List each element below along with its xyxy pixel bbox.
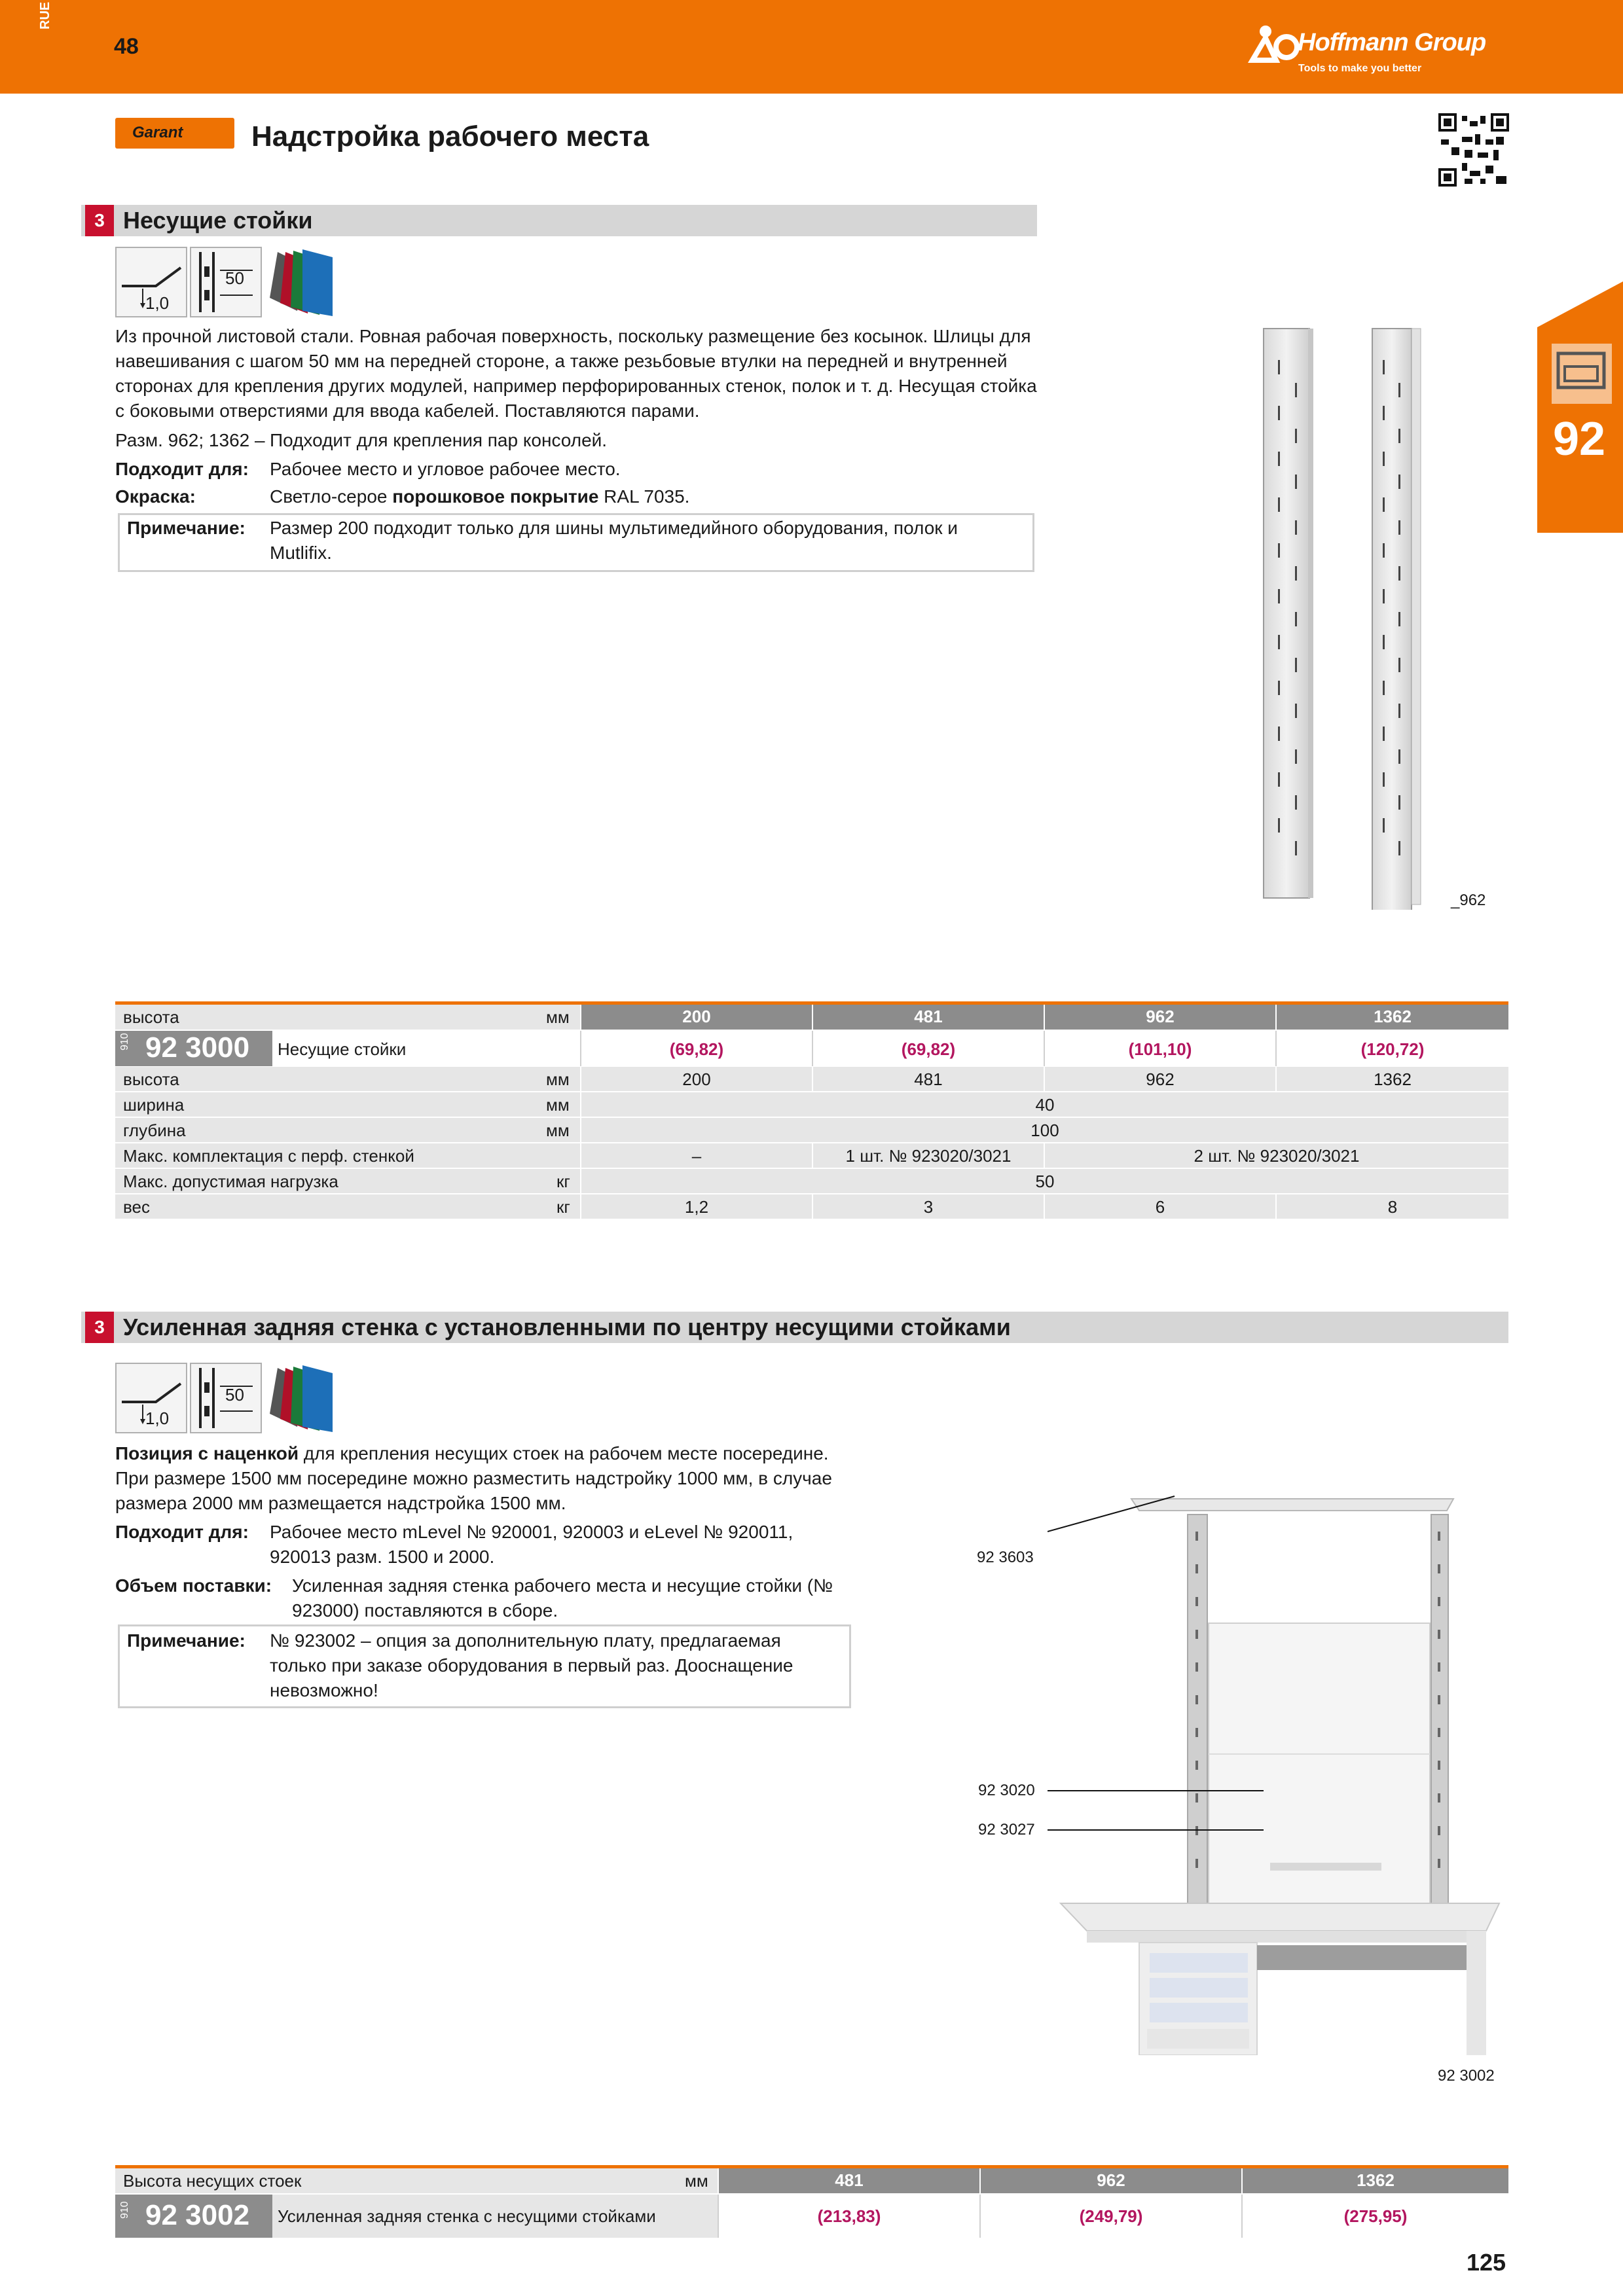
price-481: (213,83) (817, 2206, 881, 2226)
chapter-number: 92 (1553, 413, 1606, 465)
row-unit: кг (556, 1172, 570, 1191)
garant-logo-text: Garant (132, 124, 183, 141)
divider (580, 1067, 581, 1219)
fits-value: Рабочее место и угловое рабочее место. (270, 459, 621, 479)
size-label: Разм. 962; 1362 – (115, 430, 265, 450)
note-label-2: Примечание: (127, 1630, 246, 1651)
article-number-1: 92 3000 (145, 1031, 250, 1064)
divider (1275, 1067, 1277, 1092)
section-1-title: Несущие стойки (123, 207, 313, 234)
table-1-head-label: высота (123, 1007, 179, 1027)
row-cell: 962 (1146, 1069, 1175, 1089)
section-1-badge: 3 (85, 205, 114, 236)
divider (812, 1143, 813, 1168)
price-1362: (120,72) (1360, 1039, 1425, 1059)
divider (1044, 1067, 1045, 1092)
callout-92-3603: 92 3603 (977, 1549, 1034, 1566)
row-cell: 200 (682, 1069, 711, 1089)
qr-code-icon (1438, 113, 1509, 187)
section-1-description: Из прочной листовой стали. Ровная рабочая поверхность, поскольку размещение без косынок. Шлицы для навешивания с шагом 50 мм на передней стороне, а также резьбовые втулки на передней и внутренней сторонах для крепления других модулей, например перфорированных стенок, полок и т. д. Несущая стойка с боковыми отверстиями для ввода кабелей. Поставляются парами. (115, 326, 1037, 421)
sheet-thickness-value: 1,0 (145, 1408, 170, 1428)
table-2-col-1: 481 (719, 2168, 979, 2193)
slot-pitch-value: 50 (225, 1385, 244, 1405)
price-962: (249,79) (1079, 2206, 1143, 2226)
sheet-thickness-value: 1,0 (145, 293, 170, 313)
table-2-col-2: 962 (981, 2168, 1241, 2193)
size-value: Подходит для крепления пар консолей. (270, 430, 608, 450)
divider (1275, 1194, 1277, 1219)
row-cell: 8 (1387, 1197, 1398, 1217)
callout-92-3020: 92 3020 (978, 1782, 1035, 1799)
brand-tagline: Tools to make you better (1298, 63, 1422, 74)
divider (718, 2195, 719, 2238)
row-label: высота (123, 1069, 179, 1089)
fits-value-2: Рабочее место mLevel № 920001, 920003 и eLevel № 920011, 920013 разм. 1500 и 2000. (270, 1522, 793, 1567)
fits-label-2: Подходит для: (115, 1522, 249, 1542)
callout-92-3002: 92 3002 (1438, 2067, 1495, 2085)
note-label-1: Примечание: (127, 518, 246, 538)
image-label-962: _962 (1451, 891, 1486, 909)
divider (812, 1194, 813, 1219)
row-cell-span: 50 (1035, 1172, 1055, 1191)
article-number-2: 92 3002 (145, 2199, 250, 2231)
table-1-head-bg (115, 1005, 580, 1030)
table-2-col-3: 1362 (1243, 2168, 1508, 2193)
row-label: глубина (123, 1121, 186, 1140)
row-cell-span: 40 (1035, 1095, 1055, 1115)
page-number-bottom: 125 (1467, 2249, 1506, 2276)
fits-label: Подходит для: (115, 459, 249, 479)
uprights-image (1244, 321, 1440, 910)
row-cell: 1 шт. № 923020/3021 (845, 1146, 1012, 1166)
color-swatches-icon (264, 1361, 338, 1435)
price-481: (69,82) (901, 1039, 956, 1059)
divider (1241, 2195, 1243, 2238)
divider (812, 1031, 813, 1066)
row-label: ширина (123, 1095, 185, 1115)
table-2-head-label: Высота несущих стоек (123, 2171, 302, 2191)
row-cell: 6 (1155, 1197, 1165, 1217)
divider (1044, 1031, 1045, 1066)
row-cell: 481 (914, 1069, 943, 1089)
row-unit: мм (546, 1095, 570, 1115)
brand-name: Hoffmann Group (1298, 29, 1486, 56)
divider (812, 1067, 813, 1092)
divider (1275, 1031, 1277, 1066)
table-2-head-unit: мм (685, 2171, 708, 2191)
language-code: RUE (38, 1, 52, 29)
table-1-head-unit: мм (546, 1007, 570, 1027)
row-label: Макс. комплектация с перф. стенкой (123, 1146, 414, 1166)
table-1-col-2: 481 (813, 1005, 1044, 1030)
divider (1044, 1143, 1045, 1168)
row-cell-span: 100 (1030, 1121, 1059, 1140)
page-number-top: 48 (114, 34, 139, 59)
slot-pitch-value: 50 (225, 268, 244, 288)
table-1-col-1: 200 (581, 1005, 812, 1030)
article-name-1: Несущие стойки (278, 1039, 407, 1059)
paint-value: Светло-серое порошковое покрытие RAL 7035. (270, 486, 690, 507)
row-unit: мм (546, 1121, 570, 1140)
row-unit: мм (546, 1069, 570, 1089)
scope-label: Объем поставки: (115, 1575, 272, 1596)
workbench-image (1048, 1479, 1519, 2055)
row-label: вес (123, 1197, 150, 1217)
divider (580, 1031, 581, 1066)
page-title: Надстройка рабочего места (251, 120, 649, 152)
article-name-2: Усиленная задняя стенка с несущими стойками (278, 2206, 656, 2226)
note-value-2: № 923002 – опция за дополнительную плату, предлагаемая только при заказе оборудования в первый раз. Дооснащение невозможно! (270, 1630, 793, 1700)
scope-value: Усиленная задняя стенка рабочего места и несущие стойки (№ 923000) поставляются в сборе. (292, 1575, 833, 1621)
color-swatches-icon (264, 245, 338, 319)
price-200: (69,82) (669, 1039, 724, 1059)
table-1-col-3: 962 (1045, 1005, 1275, 1030)
callout-92-3027: 92 3027 (978, 1821, 1035, 1839)
section-2-intro: Позиция с наценкой для крепления несущих стоек на рабочем месте посередине. (115, 1443, 829, 1463)
divider (979, 2195, 981, 2238)
row-cell: 2 шт. № 923020/3021 (1194, 1146, 1360, 1166)
price-962: (101,10) (1128, 1039, 1192, 1059)
divider (1044, 1194, 1045, 1219)
chapter-tab (1537, 281, 1623, 533)
article-prefix-2: 910 (119, 2201, 130, 2219)
section-2-paragraph: При размере 1500 мм посередине можно разместить надстройку 1000 мм, в случае размера 2000 мм размещается надстройка 1500 мм. (115, 1468, 832, 1513)
section-2-badge: 3 (85, 1312, 114, 1343)
table-1-col-4: 1362 (1277, 1005, 1508, 1030)
row-unit: кг (556, 1197, 570, 1217)
row-cell: 3 (923, 1197, 934, 1217)
section-2-title: Усиленная задняя стенка с установленными по центру несущими стойками (123, 1314, 1011, 1340)
row-label: Макс. допустимая нагрузка (123, 1172, 338, 1191)
row-cell: 1,2 (684, 1197, 709, 1217)
note-value-1: Размер 200 подходит только для шины мультимедийного оборудования, полок и Mutlifix. (270, 518, 958, 563)
paint-label: Окраска: (115, 486, 196, 507)
price-1362: (275,95) (1343, 2206, 1408, 2226)
article-prefix-1: 910 (119, 1033, 130, 1050)
row-cell: – (691, 1146, 702, 1166)
row-cell: 1362 (1374, 1069, 1412, 1089)
